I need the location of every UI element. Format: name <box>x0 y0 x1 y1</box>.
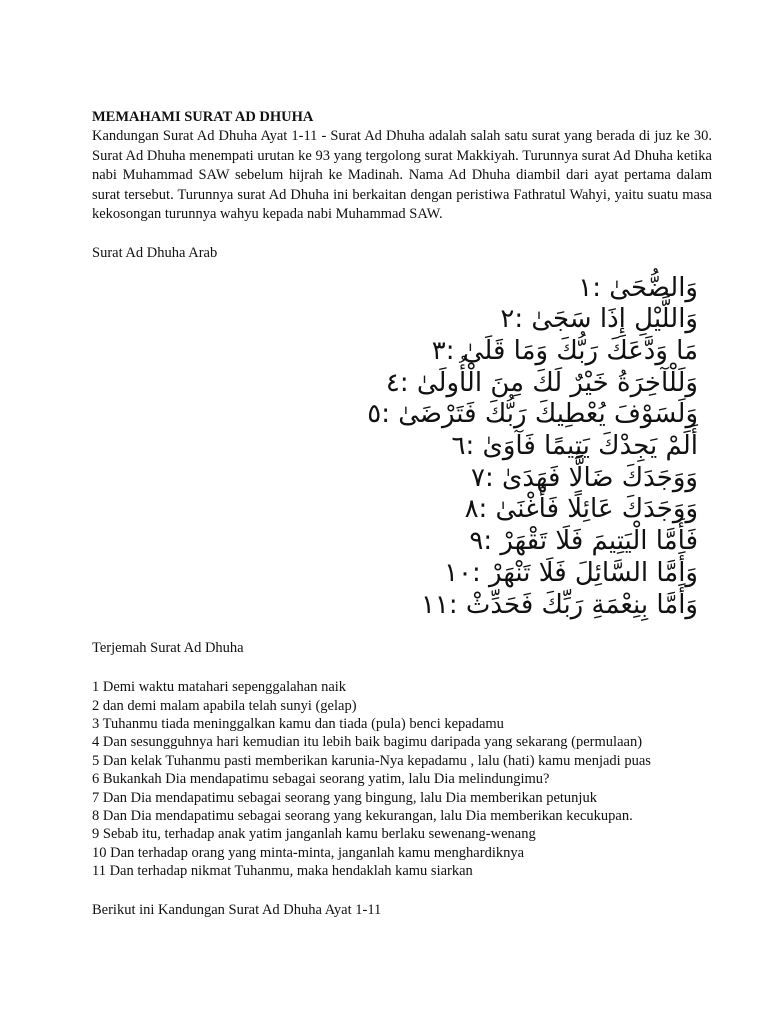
translation-item: 8 Dan Dia mendapatimu sebagai seorang yang kekurangan, lalu Dia memberikan kecukupan. <box>92 808 633 825</box>
translation-item: 3 Tuhanmu tiada meninggalkan kamu dan tiada (pula) benci kepadamu <box>92 716 504 733</box>
arabic-verse: أَلَمْ يَجِدْكَ يَتِيمًا فَآوَىٰ :٦ <box>451 431 698 462</box>
translation-item: 4 Dan sesungguhnya hari kemudian itu lebih baik bagimu daripada yang sekarang (permulaan) <box>92 734 643 751</box>
translation-item: 5 Dan kelak Tuhanmu pasti memberikan karunia-Nya kepadamu , lalu (hati) kamu menjadi puas <box>92 752 651 769</box>
translation-item: 11 Dan terhadap nikmat Tuhanmu, maka hendaklah kamu siarkan <box>92 863 473 880</box>
translation-list <box>92 678 712 880</box>
page-title: MEMAHAMI SURAT AD DHUHA <box>92 109 314 125</box>
translation-item: 6 Bukankah Dia mendapatimu sebagai seorang yatim, lalu Dia melindungimu? <box>92 771 550 788</box>
translation-item: 1 Demi waktu matahari sepenggalahan naik <box>92 679 347 696</box>
footer-text: Berikut ini Kandungan Surat Ad Dhuha Ayat 1-11 <box>92 901 382 918</box>
arab-section-label: Surat Ad Dhuha Arab <box>92 244 218 261</box>
arabic-verse: وَوَجَدَكَ ضَالًّا فَهَدَىٰ :٧ <box>470 462 698 493</box>
arabic-verse: وَوَجَدَكَ عَائِلًا فَأَغْنَىٰ :٨ <box>464 494 698 525</box>
arabic-verse: فَأَمَّا الْيَتِيمَ فَلَا تَقْهَرْ :٩ <box>469 526 698 557</box>
translation-item: 2 dan demi malam apabila telah sunyi (gelap) <box>92 697 357 714</box>
arabic-verse: مَا وَدَّعَكَ رَبُّكَ وَمَا قَلَىٰ :٣ <box>431 335 698 366</box>
translation-item: 7 Dan Dia mendapatimu sebagai seorang yang bingung, lalu Dia memberikan petunjuk <box>92 789 597 806</box>
translation-section-label: Terjemah Surat Ad Dhuha <box>92 640 244 657</box>
document-page <box>92 108 712 920</box>
translation-item: 10 Dan terhadap orang yang minta-minta, janganlah kamu menghardiknya <box>92 844 525 861</box>
arabic-verse: وَأَمَّا بِنِعْمَةِ رَبِّكَ فَحَدِّثْ :١١ <box>420 589 698 620</box>
intro-paragraph: Kandungan Surat Ad Dhuha Ayat 1-11 - Surat Ad Dhuha adalah salah satu surat yang berada di juz ke 30. Surat Ad Dhuha menempati urutan ke 93 yang tergolong surat Makkiyah. Turunnya surat Ad Dhuha ketika nabi Muhammad SAW sebelum hijrah ke Madinah. Nama Ad Dhuha diambil dari ayat pertama dalam surat tersebut. Turunnya surat Ad Dhuha ini berkaitan dengan peristiwa Fathratul Wahyi, yaitu suatu masa kekosongan turunnya wahyu kepada nabi Muhammad SAW. <box>92 128 712 222</box>
arabic-verse: وَاللَّيْلِ إِذَا سَجَىٰ :٢ <box>500 304 698 335</box>
translation-item: 9 Sebab itu, terhadap anak yatim janganlah kamu berlaku sewenang-wenang <box>92 826 536 843</box>
arabic-verses <box>92 273 698 622</box>
arabic-verse: وَالضُّحَىٰ :١ <box>578 272 698 303</box>
arabic-verse: وَلَلْآخِرَةُ خَيْرٌ لَكَ مِنَ الْأُولَىٰ :٤ <box>385 367 698 398</box>
arabic-verse: وَأَمَّا السَّائِلَ فَلَا تَنْهَرْ :١٠ <box>444 557 698 588</box>
arabic-verse: وَلَسَوْفَ يُعْطِيكَ رَبُّكَ فَتَرْضَىٰ :٥ <box>367 399 698 430</box>
